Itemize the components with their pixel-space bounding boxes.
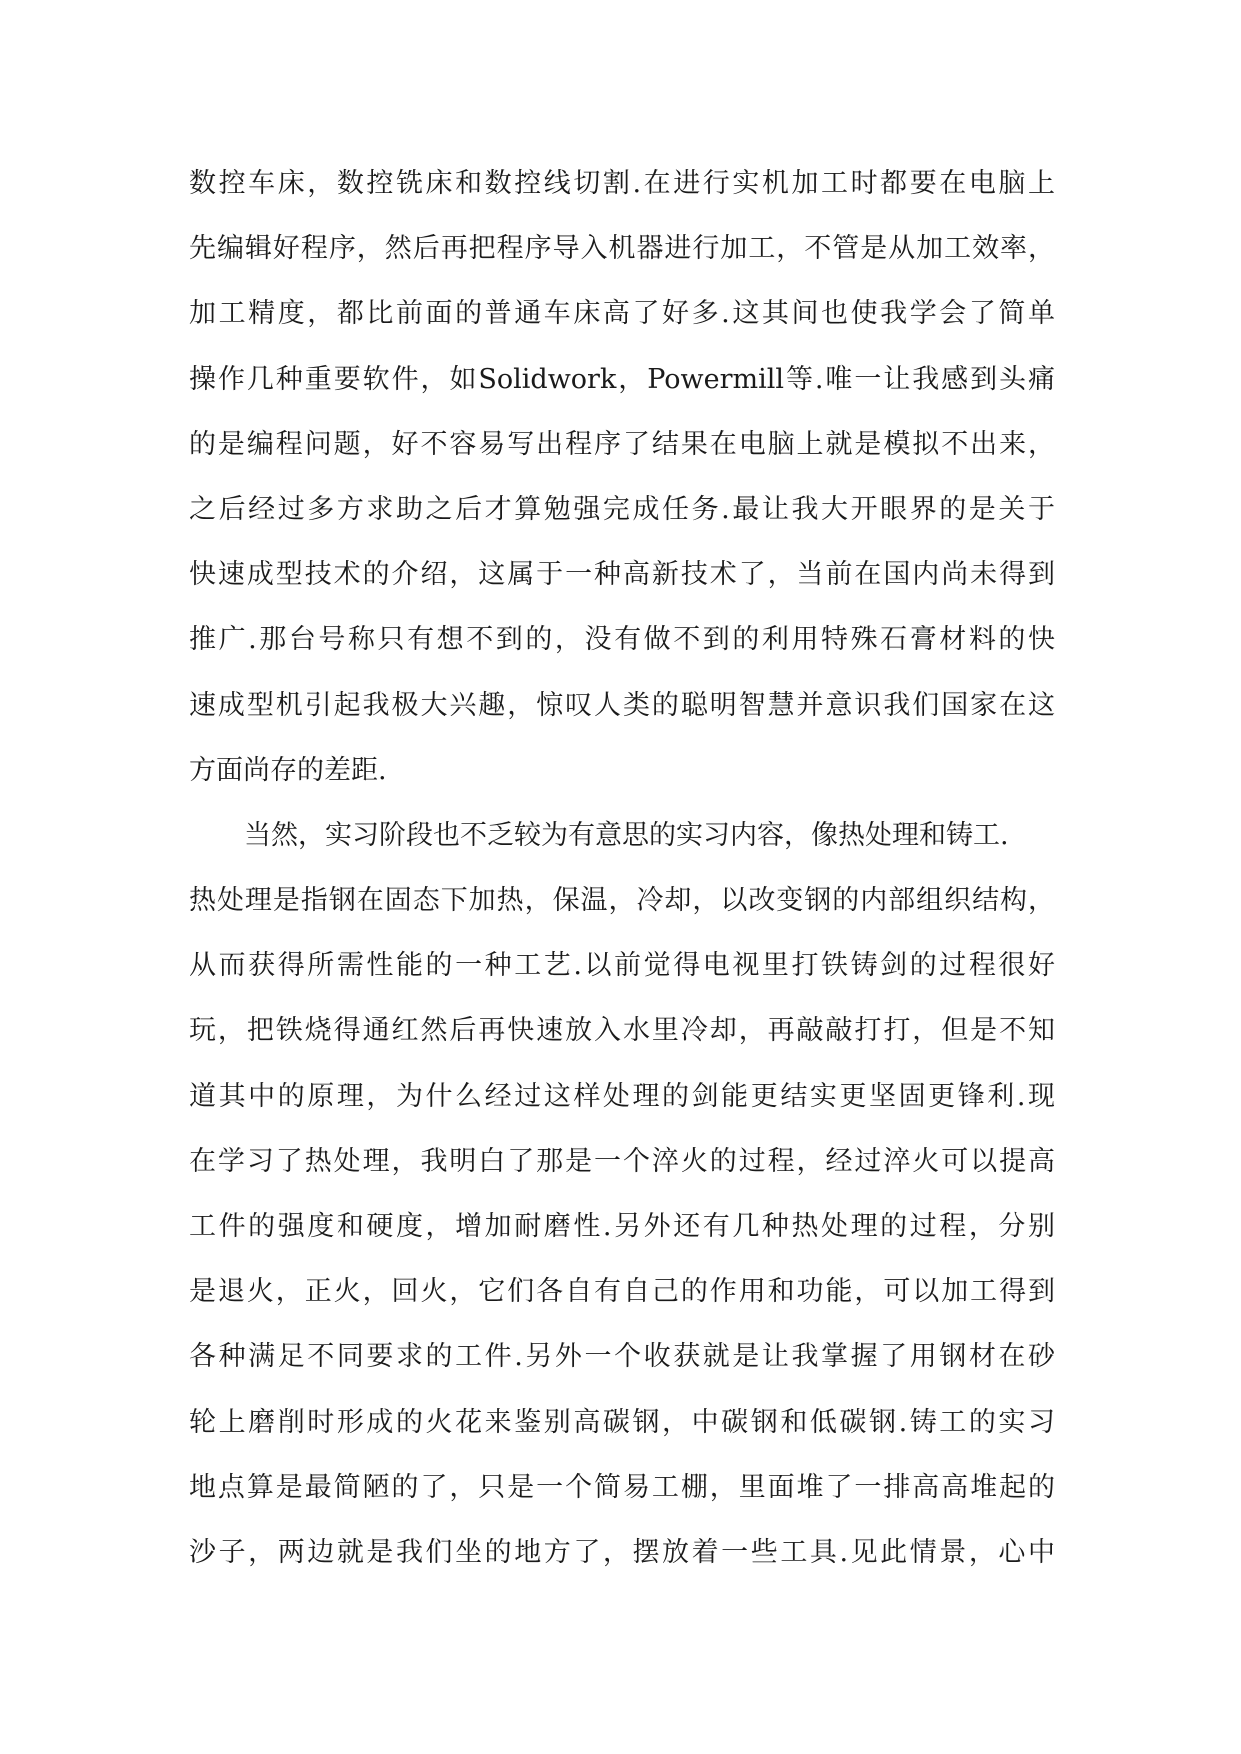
text-line: 地点算是最简陋的了，只是一个简易工棚，里面堆了一排高高堆起的 <box>189 1471 1055 1503</box>
text-line: 方面尚存的差距. <box>189 754 387 786</box>
text-line: 之后经过多方求助之后才算勉强完成任务.最让我大开眼界的是关于 <box>189 493 1055 525</box>
text-line: 推广.那台号称只有想不到的，没有做不到的利用特殊石膏材料的快 <box>189 624 1055 656</box>
text-line: 玩，把铁烧得通红然后再快速放入水里冷却，再敲敲打打，但是不知 <box>189 1015 1055 1047</box>
body-text <box>189 160 1055 1594</box>
text-line: 先编辑好程序，然后再把程序导入机器进行加工，不管是从加工效率， <box>189 233 1055 265</box>
text-line: 在学习了热处理，我明白了那是一个淬火的过程，经过淬火可以提高 <box>189 1145 1055 1177</box>
text-line: 快速成型技术的介绍，这属于一种高新技术了，当前在国内尚未得到 <box>189 559 1055 591</box>
text-line: 的是编程问题，好不容易写出程序了结果在电脑上就是模拟不出来， <box>189 428 1055 460</box>
text-line: 加工精度，都比前面的普通车床高了好多.这其间也使我学会了简单 <box>189 298 1055 330</box>
text-line: 数控车床，数控铣床和数控线切割.在进行实机加工时都要在电脑上 <box>189 168 1055 199</box>
text-line: 当然，实习阶段也不乏较为有意思的实习内容，像热处理和铸工. <box>244 819 1009 851</box>
text-line: 轮上磨削时形成的火花来鉴别高碳钢，中碳钢和低碳钢.铸工的实习 <box>189 1406 1055 1438</box>
text-line: 操作几种重要软件，如Solidwork，Powermill等.唯一让我感到头痛 <box>189 363 1055 395</box>
text-line: 各种满足不同要求的工件.另外一个收获就是让我掌握了用钢材在砂 <box>189 1341 1055 1373</box>
text-line: 道其中的原理，为什么经过这样处理的剑能更结实更坚固更锋利.现 <box>189 1080 1055 1112</box>
paragraph-2 <box>189 812 1055 1594</box>
text-line: 热处理是指钢在固态下加热，保温，冷却，以改变钢的内部组织结构， <box>189 885 1055 917</box>
text-line: 从而获得所需性能的一种工艺.以前觉得电视里打铁铸剑的过程很好 <box>189 950 1055 982</box>
text-line: 是退火，正火，回火，它们各自有自己的作用和功能，可以加工得到 <box>189 1276 1055 1308</box>
paragraph-1 <box>189 160 1055 812</box>
text-line: 沙子，两边就是我们坐的地方了，摆放着一些工具.见此情景，心中 <box>189 1536 1055 1568</box>
text-line: 工件的强度和硬度，增加耐磨性.另外还有几种热处理的过程，分别 <box>189 1211 1055 1242</box>
text-line: 速成型机引起我极大兴趣，惊叹人类的聪明智慧并意识我们国家在这 <box>189 689 1055 721</box>
